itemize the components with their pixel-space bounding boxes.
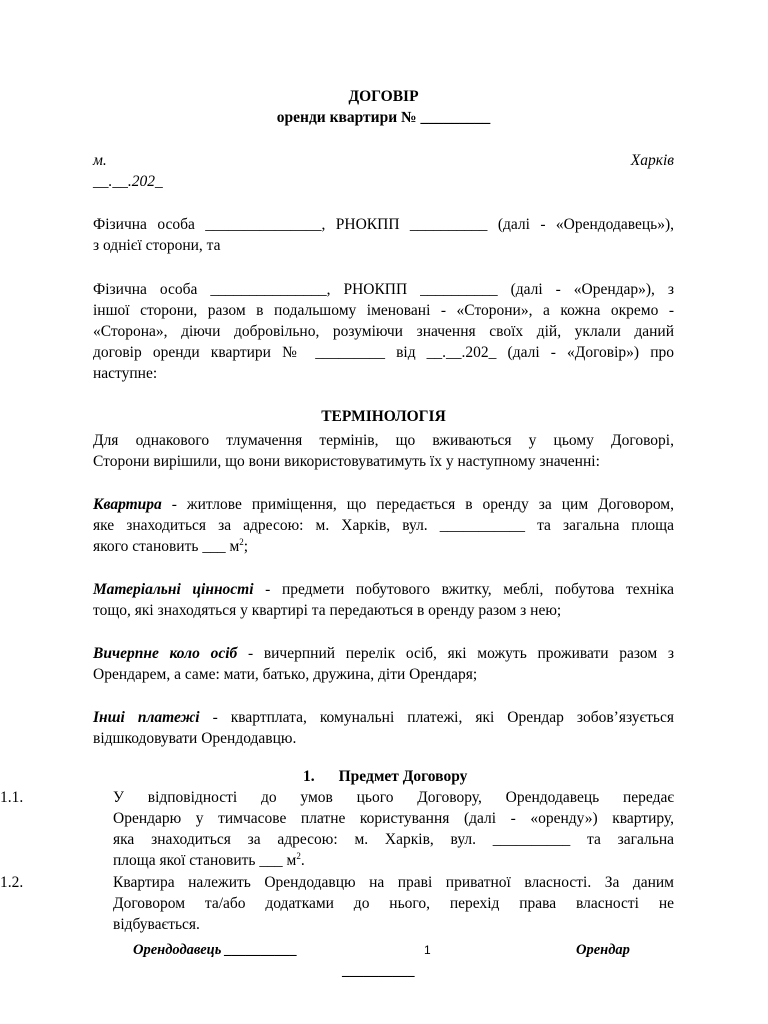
term-persons-name: Вичерпне коло осіб [93, 645, 238, 662]
party1-line: з однієї сторони, та [93, 237, 221, 254]
clause-1-1-line: Орендарю у тимчасове платне користування (далі - «оренду») квартиру, [113, 810, 674, 827]
term-apartment-line: яке знаходиться за адресою: м. Харків, вул. ___________ та загальна площа [93, 517, 674, 534]
clause-number: 1.2. [0, 874, 24, 891]
party2-line: наступне: [93, 365, 158, 382]
term-persons-line: Орендарем, а саме: мати, батько, дружина, діти Орендаря; [93, 666, 478, 683]
clause-1-1-line: яка знаходиться за адресою: м. Харків, вул. __________ та загальна [113, 831, 674, 848]
party1-line: Фізична особа _______________, РНОКПП __________ (далі - «Орендодавець»), [93, 216, 674, 233]
city-prefix: м. [93, 152, 107, 169]
footer-tenant-signature: Орендар [576, 942, 630, 958]
clause-number: 1.1. [0, 789, 24, 806]
contract-date: __.__.202_ [93, 173, 163, 190]
page-footer [0, 940, 768, 990]
party2-line: іншої сторони, разом в подальшому іменовані - «Сторони», а кожна окремо - [93, 302, 674, 319]
term-apartment-name: Квартира [93, 496, 162, 513]
terminology-intro-line: Для однакового тлумачення термінів, що вживаються у цьому Договорі, [93, 432, 674, 449]
term-apartment-line: Квартира - житлове приміщення, що передається в оренду за цим Договором, [93, 496, 674, 513]
term-valuables-line: тощо, які знаходяться у квартирі та передаються в оренду разом з нею; [93, 602, 562, 619]
term-payments-line: відшкодовувати Орендодавцю. [93, 730, 297, 747]
clause-1-2-line: 1.2. Квартира належить Орендодавцю на праві приватної власності. За даним [0, 874, 674, 891]
party2-line: Фізична особа _______________, РНОКПП __________ (далі - «Орендар»), з [93, 281, 674, 298]
page-number: 1 [424, 943, 431, 957]
terminology-intro-line: Сторони вирішили, що вони використовуватимуть їх у наступному значенні: [93, 453, 600, 470]
clause-1-1-line: площа якої становить ___ $м^2$. [113, 850, 305, 869]
city-name: Харків [630, 152, 674, 169]
section1-heading: 1. Предмет Договору [303, 768, 468, 785]
term-valuables-name: Матеріальні цінності [93, 581, 254, 598]
clause-1-1-line: 1.1. У відповідності до умов цього Договору, Орендодавець передає [0, 789, 674, 806]
clause-1-2-line: відбувається. [113, 916, 200, 933]
footer-tenant-line: __________ [343, 963, 416, 979]
term-payments-name: Інші платежі [93, 709, 200, 726]
document-subtitle: оренди квартири № _________ [276, 109, 491, 126]
clause-1-2-line: Договором та/або додатками до нього, перехід права власності не [113, 895, 674, 912]
term-payments-line: Інші платежі - квартплата, комунальні платежі, які Орендар зобов’язується [93, 709, 675, 726]
term-apartment-line: якого становить ___ $м^2$; [93, 536, 249, 555]
footer-landlord-signature: Орендодавець __________ [133, 942, 298, 958]
party2-line: договір оренди квартири № _________ від __.__.202_ (далі - «Договір») про [93, 344, 674, 361]
party2-line: «Сторона», діючи добровільно, розуміючи значення своїх дій, уклали даний [93, 323, 674, 340]
document-title: ДОГОВІР [348, 88, 419, 105]
term-persons-line: Вичерпне коло осіб - вичерпний перелік осіб, які можуть проживати разом з [93, 645, 674, 662]
term-valuables-line: Матеріальні цінності - предмети побутового вжитку, меблі, побутова техніка [93, 581, 674, 598]
terminology-heading: ТЕРМІНОЛОГІЯ [321, 408, 446, 425]
